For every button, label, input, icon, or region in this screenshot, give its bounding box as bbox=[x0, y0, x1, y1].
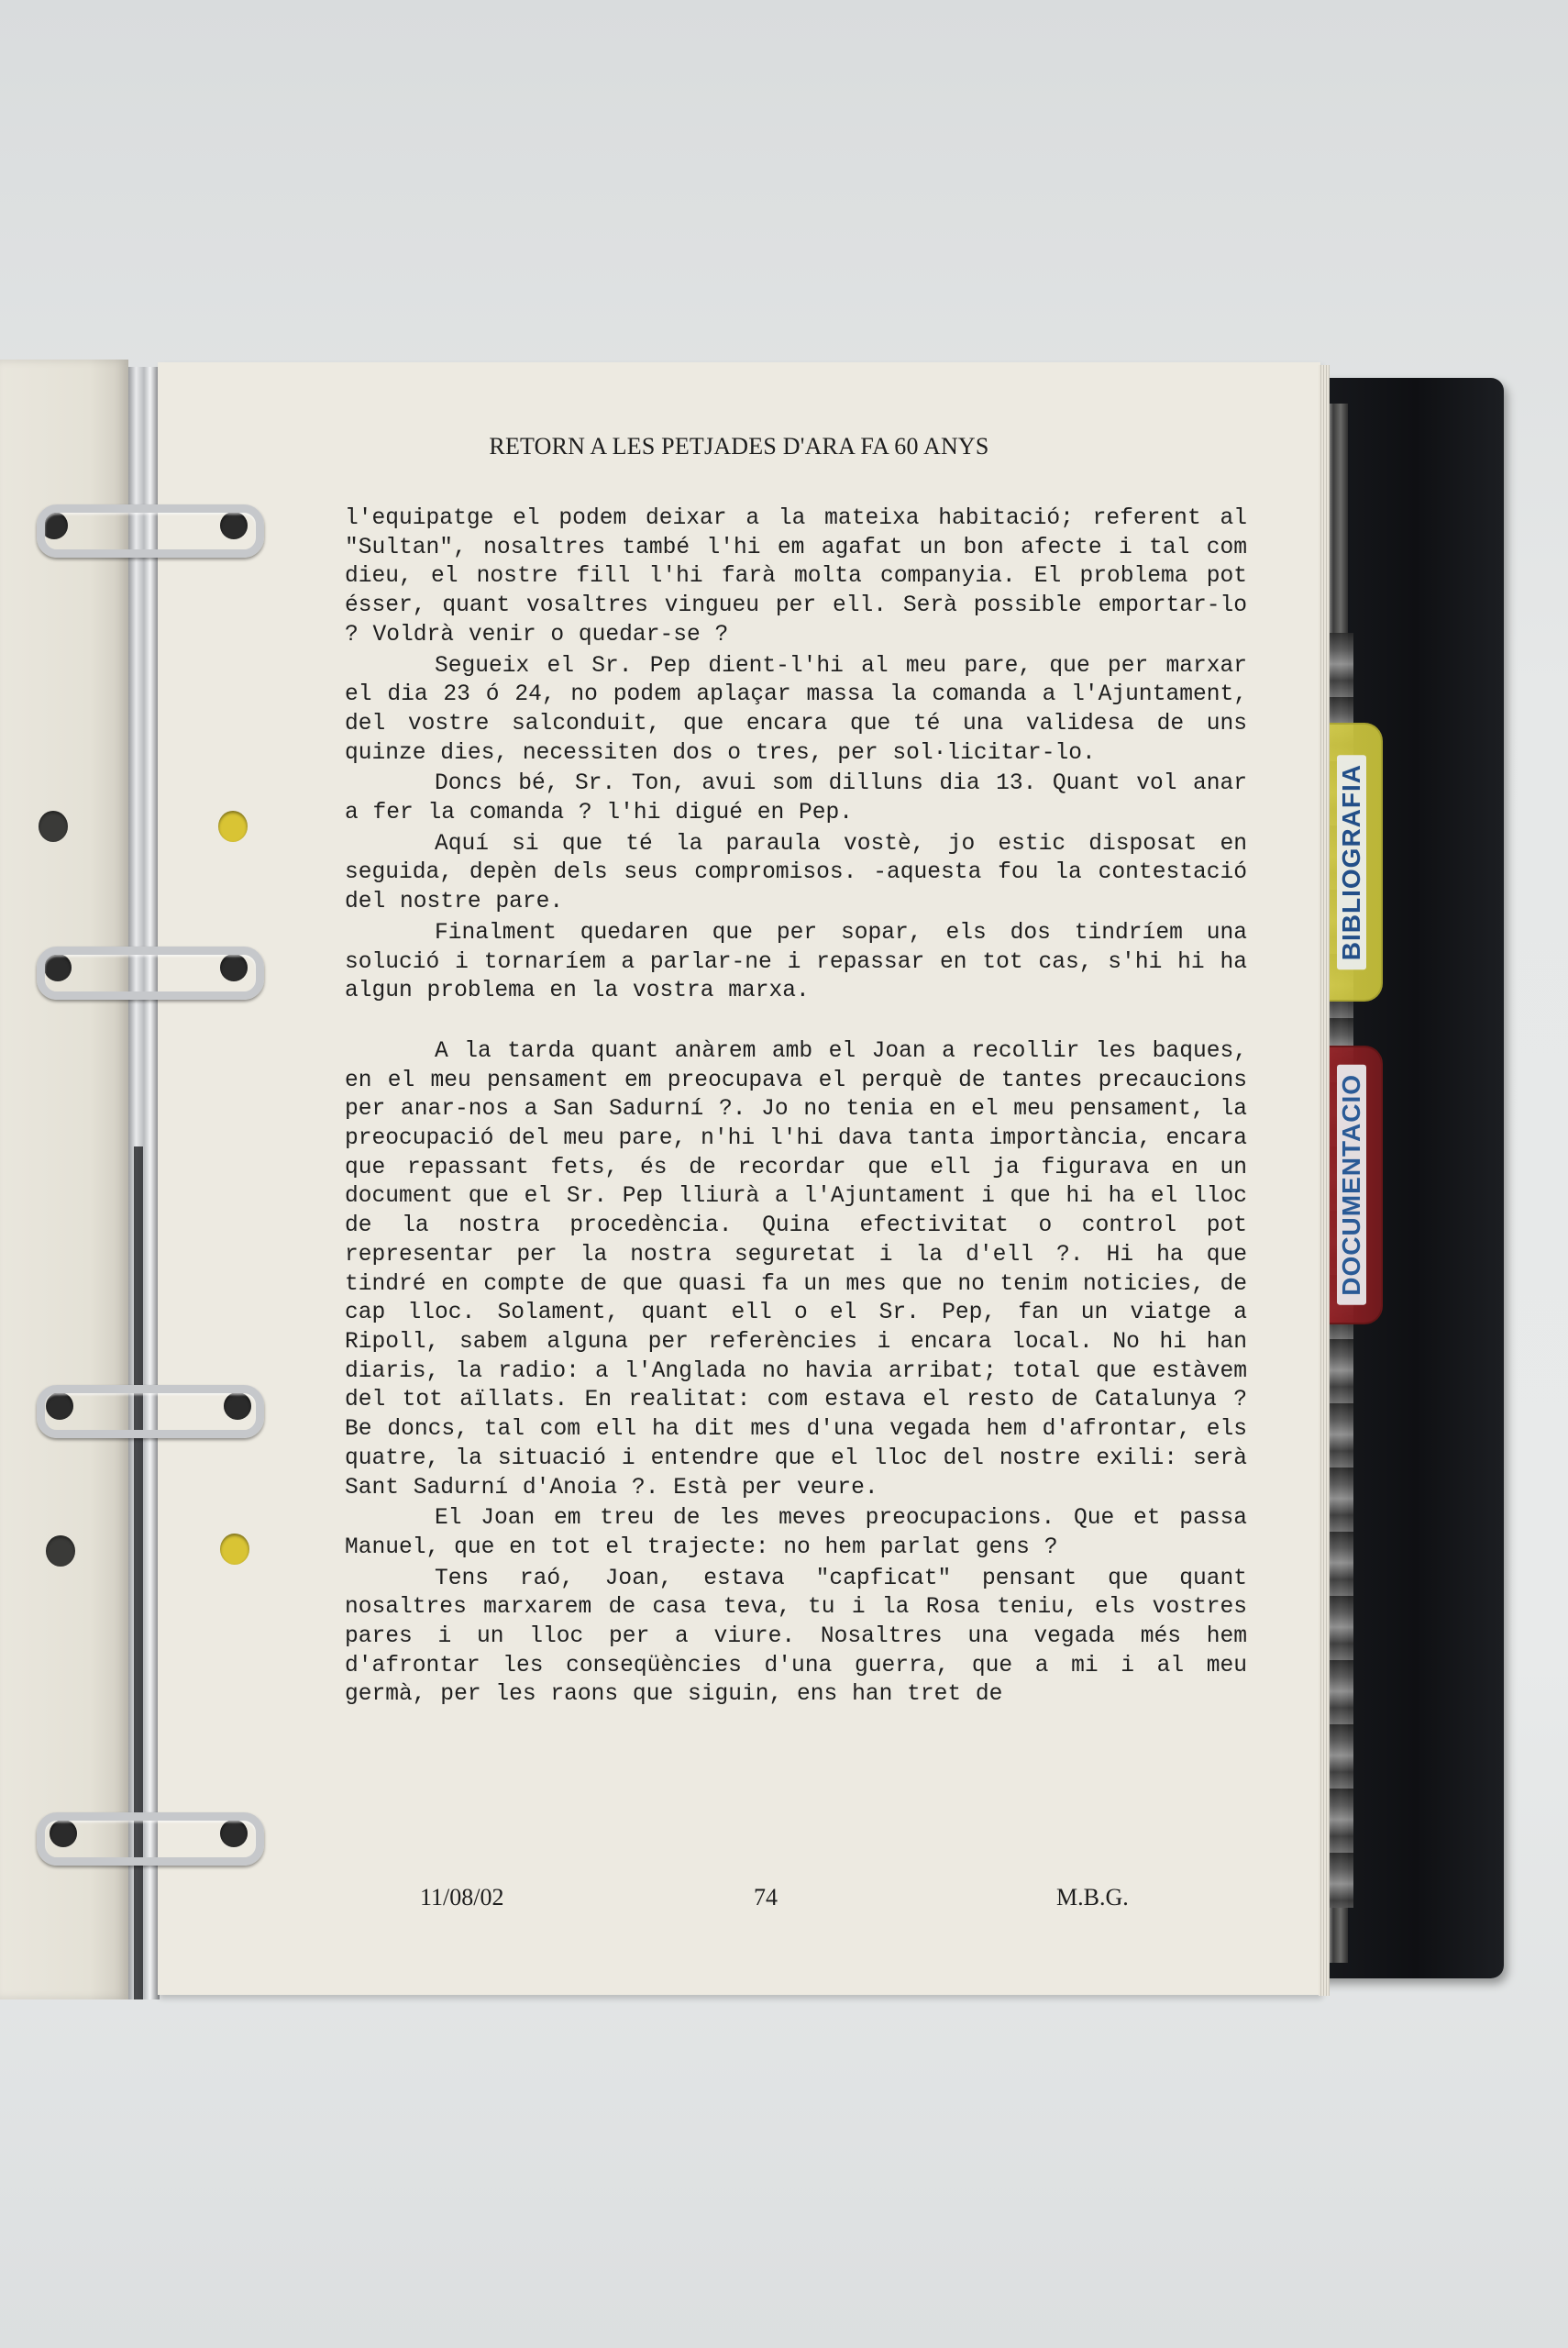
paragraph: Doncs bé, Sr. Ton, avui som dilluns dia 13. Quant vol anar a fer la comanda ? l'hi digué en Pep. bbox=[345, 771, 1247, 826]
punch-hole bbox=[39, 811, 68, 842]
punch-hole bbox=[218, 811, 248, 842]
binder-ring[interactable] bbox=[37, 504, 264, 558]
paragraph: Segueix el Sr. Pep dient-l'hi al meu pare, que per marxar el dia 23 ó 24, no podem aplaçar massa la comanda a l'Ajuntament, del vostre salconduit, que encara que té una validesa de uns quinze dies, necessiten dos o tres, per sol·licitar-lo. bbox=[345, 653, 1247, 766]
running-head: RETORN A LES PETJADES D'ARA FA 60 ANYS bbox=[489, 433, 989, 460]
binder-ring[interactable] bbox=[37, 1812, 264, 1866]
punch-hole bbox=[46, 1535, 75, 1567]
tab-bibliografia-label: BIBLIOGRAFIA bbox=[1337, 755, 1366, 969]
tab-documentacio[interactable] bbox=[1320, 1046, 1383, 1324]
paragraph: A la tarda quant anàrem amb el Joan a recollir les baques, en el meu pensament em preocupava el perquè de tantes precaucions per anar-nos a San Sadurní ?. Jo no tenia en el meu pensament, la preocupació del meu pare, n'hi l'hi dava tanta importància, encara que repassant fets, és de recordar que ell ja figurava en un document que el Sr. Pep lliurà a l'Ajuntament i que hi ha el lloc de la nostra procedència. Quina efectivitat o control pot representar per la nostra seguretat i la d'ell ?. Hi ha que tindré en compte de que quasi fa un mes que no tenim noticies, de cap lloc. Solament, quant ell o el Sr. Pep, fan un viatge a Ripoll, sabem alguna per referències i encara local. No hi han diaris, la radio: a l'Anglada no havia arribat; total que estàvem del tot aïllats. En realitat: com estava el resto de Catalunya ? Be doncs, tal com ell ha dit mes d'una vegada hem d'afrontar, els quatre, la situació i entendre que el lloc del nostre exili: serà Sant Sadurní d'Anoia ?. Està per veure. bbox=[345, 1038, 1247, 1501]
page-edges bbox=[1319, 365, 1330, 1996]
paragraph: Aquí si que té la paraula vostè, jo estic disposat en seguida, depèn dels seus compromisos. -aquesta fou la contestació del nostre pare. bbox=[345, 831, 1247, 915]
page-number: 74 bbox=[754, 1884, 778, 1911]
paragraph: l'equipatge el podem deixar a la mateixa habitació; referent al "Sultan", nosaltres també l'hi em agafat un bon afecte i tal com dieu, el nostre fill l'hi farà molta companyia. El problema pot ésser, quant vosaltres vingueu per ell. Serà possible emportar-lo ? Voldrà venir o quedar-se ? bbox=[345, 506, 1247, 648]
paragraph: Tens raó, Joan, estava "capficat" pensant que quant nosaltres marxarem de casa teva, tu i la Rosa teniu, els vostres pares i un lloc per a viure. Nosaltres una vegada més hem d'afrontar les conseqüències d'una guerra, que a mi i al meu germà, per les raons que siguin, ens han tret de bbox=[345, 1566, 1247, 1708]
paragraph: El Joan em treu de les meves preocupacions. Que et passa Manuel, que en tot el trajecte: no hem parlat gens ? bbox=[345, 1506, 1247, 1560]
binder-ring[interactable] bbox=[37, 947, 264, 1000]
punch-hole bbox=[220, 1534, 249, 1565]
tab-documentacio-label: DOCUMENTACIO bbox=[1337, 1065, 1366, 1305]
spine-shadow bbox=[134, 1146, 143, 1999]
paragraph: Finalment quedaren que per sopar, els dos tindríem una solució i tornaríem a parlar-ne i repassar en tot cas, s'hi hi ha algun problema en la vostra marxa. bbox=[345, 920, 1247, 1004]
body-text bbox=[345, 504, 1247, 1711]
left-page bbox=[0, 360, 128, 1999]
tab-bibliografia[interactable] bbox=[1320, 723, 1383, 1002]
footer-date: 11/08/02 bbox=[420, 1884, 504, 1911]
footer-initials: M.B.G. bbox=[1056, 1884, 1129, 1911]
binder-ring[interactable] bbox=[37, 1385, 264, 1438]
